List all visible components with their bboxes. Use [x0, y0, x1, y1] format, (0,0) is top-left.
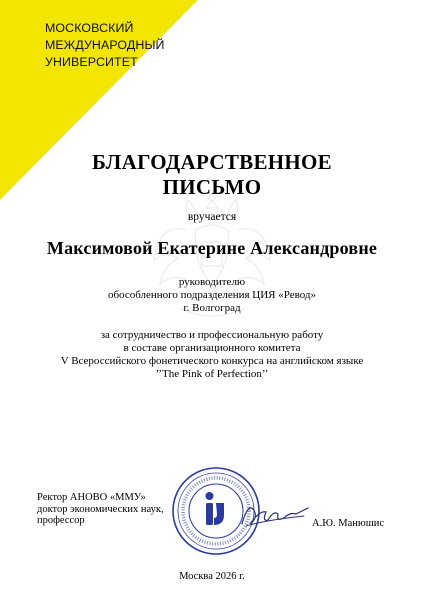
certificate-title-line-1: БЛАГОДАРСТВЕННОЕ: [92, 150, 332, 174]
recipient-city: г. Волгоград: [183, 302, 241, 314]
university-logo: [45, 20, 165, 71]
signatory-degree: доктор экономических наук,: [37, 503, 164, 515]
signatory-name: А.Ю. Манюшис: [312, 518, 385, 529]
reason-line-1: за сотрудничество и профессиональную работу: [100, 329, 324, 341]
contest-name: ’’The Pink of Perfection’’: [155, 368, 269, 380]
logo-line-2: МЕЖДУНАРОДНЫЙ: [45, 38, 165, 52]
certificate-title-line-2: ПИСЬМО: [162, 175, 262, 199]
signature-icon: [240, 500, 310, 534]
signatory-title: Ректор АНОВО «ММУ»: [37, 492, 146, 503]
signatory-block: [37, 492, 164, 527]
recipient-name: Максимовой Екатерине Александровне: [46, 238, 378, 258]
recipient-role-line-1: руководителю: [178, 276, 246, 288]
reason-line-2: в составе организационного комитета: [123, 342, 301, 354]
recipient-role-line-2: обособленного подразделения ЦИЯ «Ревод»: [107, 289, 317, 301]
logo-line-3: УНИВЕРСИТЕТ: [45, 55, 138, 69]
presented-to-text: вручается: [187, 211, 237, 223]
place-and-date: Москва 2026 г.: [179, 571, 245, 582]
reason-line-3: V Всероссийского фонетического конкурса на английском языке: [60, 355, 364, 367]
logo-line-1: МОСКОВСКИЙ: [45, 21, 134, 35]
signatory-rank: профессор: [37, 515, 85, 526]
